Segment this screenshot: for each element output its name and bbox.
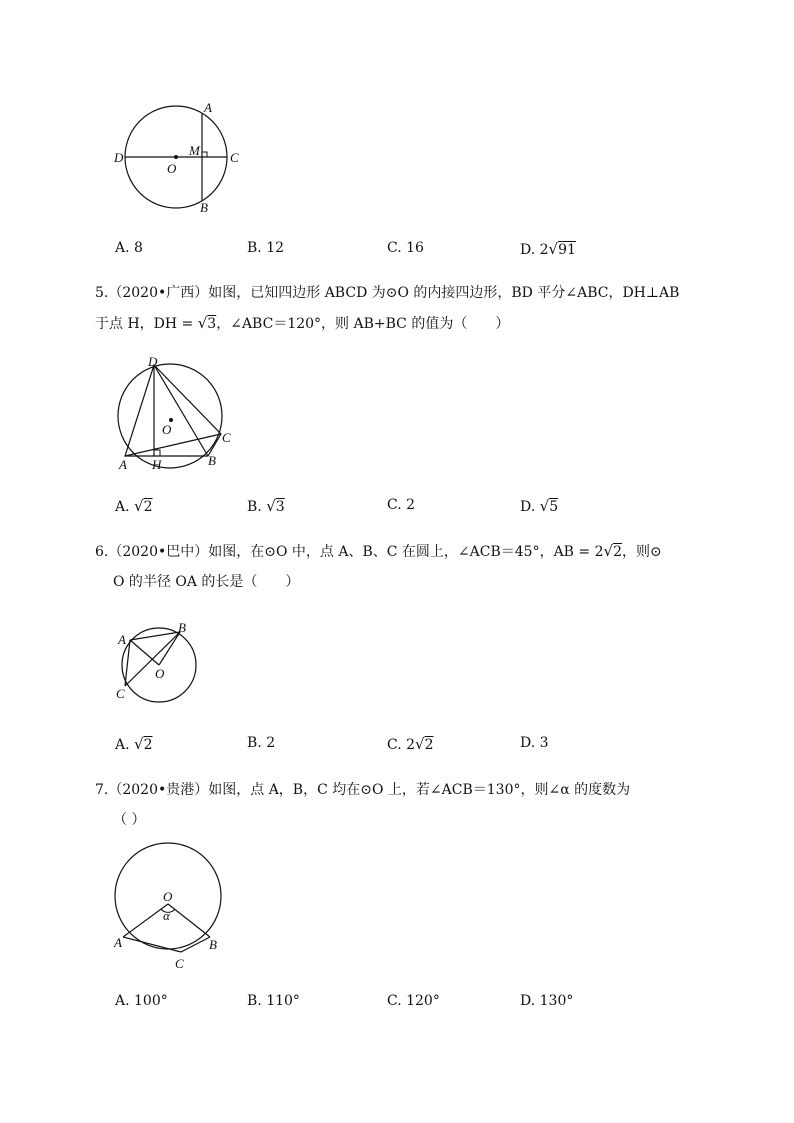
sqrt-icon: √ [197,314,208,332]
q5-line2-b: ，∠ABC＝120°，则 AB+BC 的值为（ ） [216,316,510,332]
q6-option-c-label: C. 2 [387,737,416,753]
q5-option-a-radicand: 2 [143,499,153,515]
q6-option-c-radicand: 2 [424,737,434,753]
sqrt-icon: √ [548,240,559,258]
q5-option-a-label: A. [115,499,135,515]
label-A: A [118,632,126,647]
label-A: A [204,100,212,115]
sqrt-icon: √ [134,497,144,515]
label-C: C [116,686,125,701]
sqrt-icon: √ [539,497,550,515]
label-D: D [114,150,124,165]
label-A: A [114,935,122,950]
q6-line1-b: ，则⊙ [622,544,662,560]
q4-option-b[interactable]: B. 12 [247,240,285,256]
q6-line2: O 的半径 OA 的长是（ ） [113,574,300,590]
label-C: C [230,150,239,165]
label-B: B [200,200,208,215]
q4-option-d-radicand: 91 [558,242,576,258]
q6-options [115,735,715,757]
segment-ac [123,937,181,952]
q6-option-a-label: A. [115,737,135,753]
right-angle-mark [154,450,160,456]
q5-line2-a: 于点 H，DH = [95,316,198,332]
q7-option-d[interactable]: D. 130° [520,993,574,1009]
label-O: O [155,666,165,681]
q6-line1 [95,536,705,567]
radius-ob [168,904,210,937]
q6-line1-radicand: 2 [613,544,622,560]
label-B: B [178,620,186,635]
q5-options [115,497,715,519]
figure-q4-circle-chord [105,95,255,220]
q5-line2 [95,308,705,339]
q7-stem [95,775,705,835]
q4-options [115,240,715,262]
right-angle-mark [202,152,207,157]
sqrt-icon: √ [134,735,144,753]
q6-option-a-radicand: 2 [143,737,153,753]
q7-line2: （ ） [113,812,146,828]
center-point [174,155,178,159]
q6-line1-a: 6.（2020•巴中）如图，在⊙O 中，点 A、B、C 在圆上，∠ACB＝45°，AB = 2 [95,544,604,560]
q5-option-b[interactable] [247,497,285,515]
q7-options [115,993,715,1015]
q5-line1: 5.（2020•广西）如图，已知四边形 ABCD 为⊙O 的内接四边形，BD 平分∠ABC，DH⊥AB [95,285,680,301]
sqrt-icon: √ [266,497,276,515]
figure-q7-circle [105,840,235,970]
q7-option-b[interactable]: B. 110° [247,993,300,1009]
q4-option-d[interactable] [520,240,576,258]
label-A: A [119,457,127,472]
label-alpha: α [163,908,170,923]
sqrt-icon: √ [415,735,425,753]
q5-option-a[interactable] [115,497,153,515]
label-C: C [222,430,231,445]
q6-option-d[interactable]: D. 3 [520,735,549,751]
q6-option-b[interactable]: B. 2 [247,735,276,751]
q7-option-c[interactable]: C. 120° [387,993,440,1009]
q4-option-d-coef: D. 2 [520,242,549,258]
q5-stem [95,278,705,339]
q5-option-d-radicand: 5 [549,499,559,515]
q4-option-c[interactable]: C. 16 [387,240,424,256]
q5-option-b-label: B. [247,499,267,515]
q6-option-c[interactable] [387,735,434,753]
q6-option-a[interactable] [115,735,153,753]
q5-option-b-radicand: 3 [275,499,285,515]
diagonal-bd [154,365,208,456]
label-O: O [163,889,173,904]
radius-oa [130,640,159,665]
q5-option-c[interactable]: C. 2 [387,497,416,513]
q5-option-d[interactable] [520,497,558,515]
label-H: H [152,457,162,472]
segment-cb [181,937,210,952]
sqrt-icon: √ [603,542,614,560]
q7-option-a[interactable]: A. 100° [115,993,168,1009]
label-B: B [208,453,216,468]
q4-option-a[interactable]: A. 8 [115,240,143,256]
label-O: O [167,161,177,176]
q6-stem [95,536,705,597]
label-M: M [189,143,200,158]
label-B: B [209,937,217,952]
figure-q5-inscribed-quadrilateral [110,350,240,475]
q7-line1: 7.（2020•贵港）如图，点 A，B，C 均在⊙O 上，若∠ACB＝130°，则∠α 的度数为 [95,782,631,798]
figure-q6-circle [110,620,210,705]
radius-ob [159,632,180,665]
label-O: O [162,422,172,437]
label-D: D [148,354,158,369]
q5-line2-radicand: 3 [207,316,217,332]
q5-option-d-label: D. [520,499,540,515]
label-C: C [175,956,184,970]
